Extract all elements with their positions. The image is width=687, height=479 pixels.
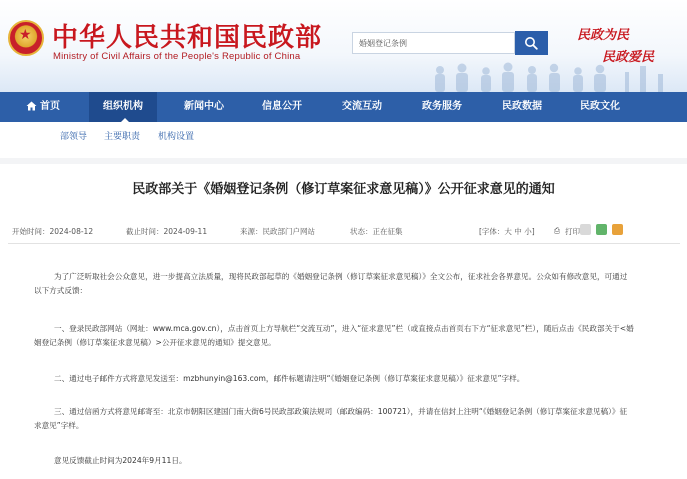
print-link[interactable]: 打印 <box>565 227 580 236</box>
subnav-departments[interactable]: 机构设置 <box>158 132 195 142</box>
nav-civil-data[interactable]: 民政数据 <box>502 101 542 112</box>
site-title[interactable]: 中华人民共和国民政部 <box>52 23 323 53</box>
slogan-line-2: 民政爱民 <box>602 50 655 65</box>
sub-nav <box>0 122 687 152</box>
search-icon <box>524 36 538 50</box>
article-title: 民政部关于《婚姻登记条例（修订草案征求意见稿）》公开征求意见的通知 <box>132 182 555 197</box>
nav-home-label: 首页 <box>40 101 60 112</box>
nav-organization[interactable]: 组织机构 <box>89 92 157 122</box>
search-input[interactable] <box>352 32 515 54</box>
nav-info-disclosure[interactable]: 信息公开 <box>262 101 302 112</box>
meta-source: 来源：民政部门户网站 <box>240 227 315 236</box>
paragraph-deadline: 意见反馈截止时间为2024年9月11日。 <box>54 456 187 465</box>
paragraph-intro: 为了广泛听取社会公众意见，进一步提高立法质量，现将民政部起草的《婚姻登记条例（修订草案征求意见稿）》全文公布，征求社会各界意见。公众如有修改意见，可通过以下方式反馈： <box>34 272 628 295</box>
meta-end-date: 截止时间：2024-09-11 <box>126 227 208 236</box>
section-divider <box>0 158 687 164</box>
meta-status: 状态：正在征集 <box>350 227 403 236</box>
slogan-line-1: 民政为民 <box>577 28 630 43</box>
national-emblem-icon <box>8 20 44 56</box>
nav-home[interactable] <box>14 92 72 122</box>
nav-news-center[interactable]: 新闻中心 <box>184 101 224 112</box>
people-silhouette-decoration <box>400 62 687 92</box>
subnav-leaders[interactable]: 部领导 <box>60 132 88 142</box>
nav-interaction[interactable]: 交流互动 <box>342 101 382 112</box>
paragraph-method-1: 一、登录民政部网站（网址：www.mca.gov.cn），点击首页上方导航栏“交流互动”，进入“征求意见”栏（或直接点击首页右下方“征求意见”栏），随后点击《民政部关于<婚姻登记条例（修订草案征求意见稿）>公开征求意见的通知》提交意见。 <box>34 324 634 347</box>
paragraph-method-2: 二、通过电子邮件方式将意见发送至：mzbhunyin@163.com，邮件标题请注明“《婚姻登记条例（修订草案征求意见稿）》征求意见”字样。 <box>54 374 525 383</box>
nav-civil-culture[interactable]: 民政文化 <box>580 101 620 112</box>
subnav-duties[interactable]: 主要职责 <box>104 132 141 142</box>
share-icon[interactable] <box>580 224 591 235</box>
print-icon[interactable]: ⎙ <box>554 226 560 235</box>
search-button[interactable] <box>515 31 548 55</box>
meta-start-date: 开始时间：2024-08-12 <box>12 227 94 236</box>
home-icon <box>26 101 37 111</box>
paragraph-method-3: 三、通过信函方式将意见邮寄至：北京市朝阳区建国门南大街6号民政部政策法规司（邮政编码：100721），并请在信封上注明“《婚姻登记条例（修订草案征求意见稿）》征求意见”字样。 <box>34 407 628 430</box>
site-header <box>0 0 687 92</box>
site-subtitle: Ministry of Civil Affairs of the People's Republic of China <box>53 51 301 62</box>
font-size-control[interactable]: [字体：大 中 小] <box>479 227 535 236</box>
meta-divider <box>8 243 680 244</box>
weibo-share-icon[interactable] <box>612 224 623 235</box>
main-nav <box>0 92 687 122</box>
nav-government-services[interactable]: 政务服务 <box>422 101 462 112</box>
wechat-share-icon[interactable] <box>596 224 607 235</box>
